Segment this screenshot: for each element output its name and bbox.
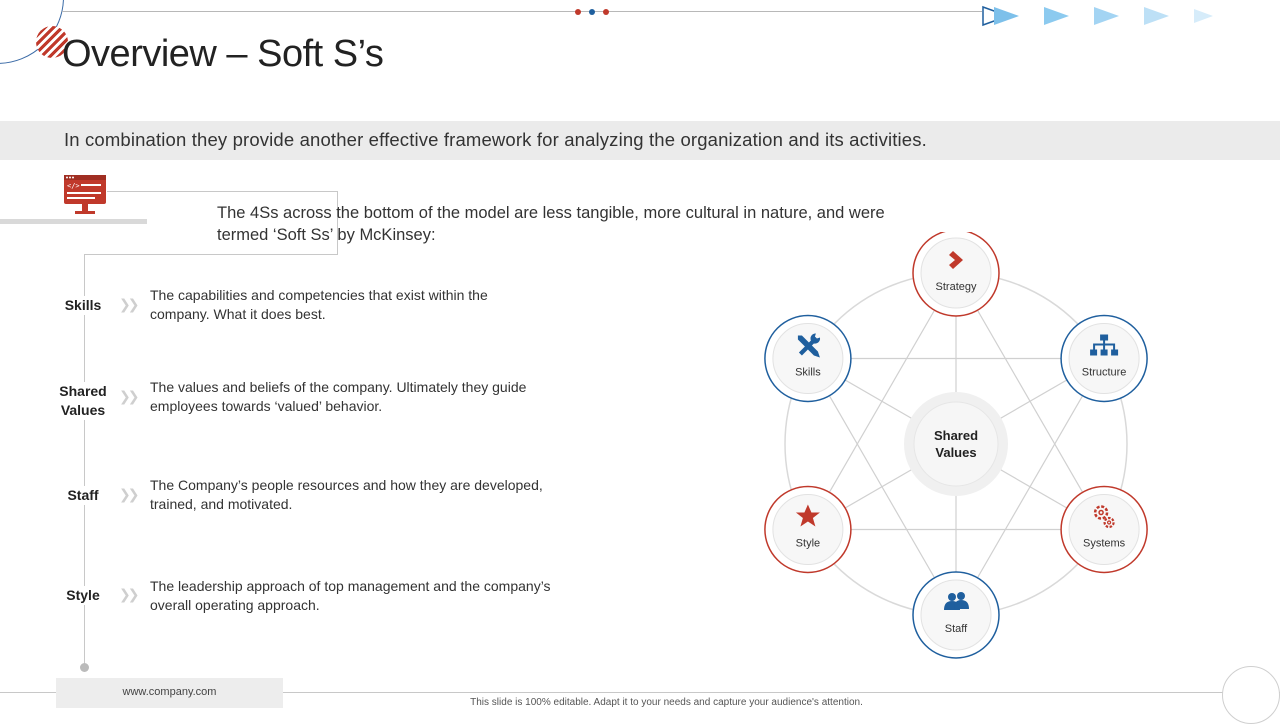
node-strategy: [913, 232, 999, 316]
node-skills: [765, 316, 851, 402]
node-label: Style: [795, 537, 821, 550]
node-inner-circle: [1069, 324, 1139, 394]
node-inner-circle: [773, 324, 843, 394]
accent-bar: [0, 219, 147, 224]
footer-note: This slide is 100% editable. Adapt it to your needs and capture your audience's attention.: [470, 697, 863, 708]
timeline-line: [84, 254, 85, 668]
node-structure: [1061, 316, 1147, 402]
node-style: [765, 487, 851, 573]
page-title: Overview – Soft S’s: [62, 33, 384, 75]
node-label: Staff: [944, 623, 968, 635]
node-inner-circle: [921, 238, 991, 308]
footer-url: www.company.com: [122, 686, 217, 698]
double-chevron-icon: ❯❯: [119, 388, 137, 404]
node-label: Systems: [1082, 537, 1126, 550]
item-label-style: Style: [48, 586, 118, 605]
header-dot: [575, 9, 581, 15]
header-dot: [589, 9, 595, 15]
timeline-end-dot: [80, 663, 89, 672]
node-systems: [1061, 487, 1147, 573]
item-label-staff: Staff: [48, 486, 118, 505]
header-line: [62, 11, 982, 12]
triangle-arrows-decoration: [980, 3, 1220, 29]
item-description-style: The leadership approach of top management and the company’s overall operating approach.: [150, 578, 551, 613]
item-description-staff: The Company’s people resources and how they are developed, trained, and motivated.: [150, 477, 543, 512]
center-label-line2: Values: [935, 445, 977, 460]
arrow-icon: [1044, 7, 1069, 25]
node-inner-circle: [921, 580, 991, 650]
arrow-icon: [1094, 7, 1119, 25]
item-label-skills: Skills: [48, 296, 118, 315]
center-circle: [914, 402, 998, 486]
node-label: Strategy: [935, 281, 977, 293]
arrow-icon: [1194, 9, 1213, 23]
node-staff: [913, 572, 999, 658]
intro-text: The 4Ss across the bottom of the model are less tangible, more cultural in nature, and were termed ‘Soft Ss’ by McKinsey:: [217, 204, 885, 244]
arrow-icon: [1144, 7, 1169, 25]
svg-text:</>: </>: [67, 182, 80, 190]
double-chevron-icon: ❯❯: [119, 486, 137, 502]
node-label: Structure: [1081, 366, 1127, 379]
item-description-skills: The capabilities and competencies that exist within the company. What it does best.: [150, 287, 488, 322]
connector-line: [107, 191, 337, 192]
subtitle: In combination they provide another effective framework for analyzing the organization and its activities.: [64, 129, 927, 150]
connector-line: [84, 254, 338, 255]
node-inner-circle: [1069, 495, 1139, 565]
center-label-line1: Shared: [933, 428, 979, 443]
item-label-shared-values: Shared Values: [48, 382, 118, 420]
header-dot: [603, 9, 609, 15]
arrow-icon: [994, 7, 1019, 25]
corner-circle-decoration: [1222, 666, 1280, 724]
double-chevron-icon: ❯❯: [119, 586, 137, 602]
double-chevron-icon: ❯❯: [119, 296, 137, 312]
seven-s-diagram: [760, 232, 1160, 662]
code-monitor-icon: [63, 174, 107, 216]
node-label: Skills: [795, 366, 821, 379]
item-description-shared-values: The values and beliefs of the company. Ultimately they guide employees towards ‘valued’ behavior.: [150, 379, 527, 414]
